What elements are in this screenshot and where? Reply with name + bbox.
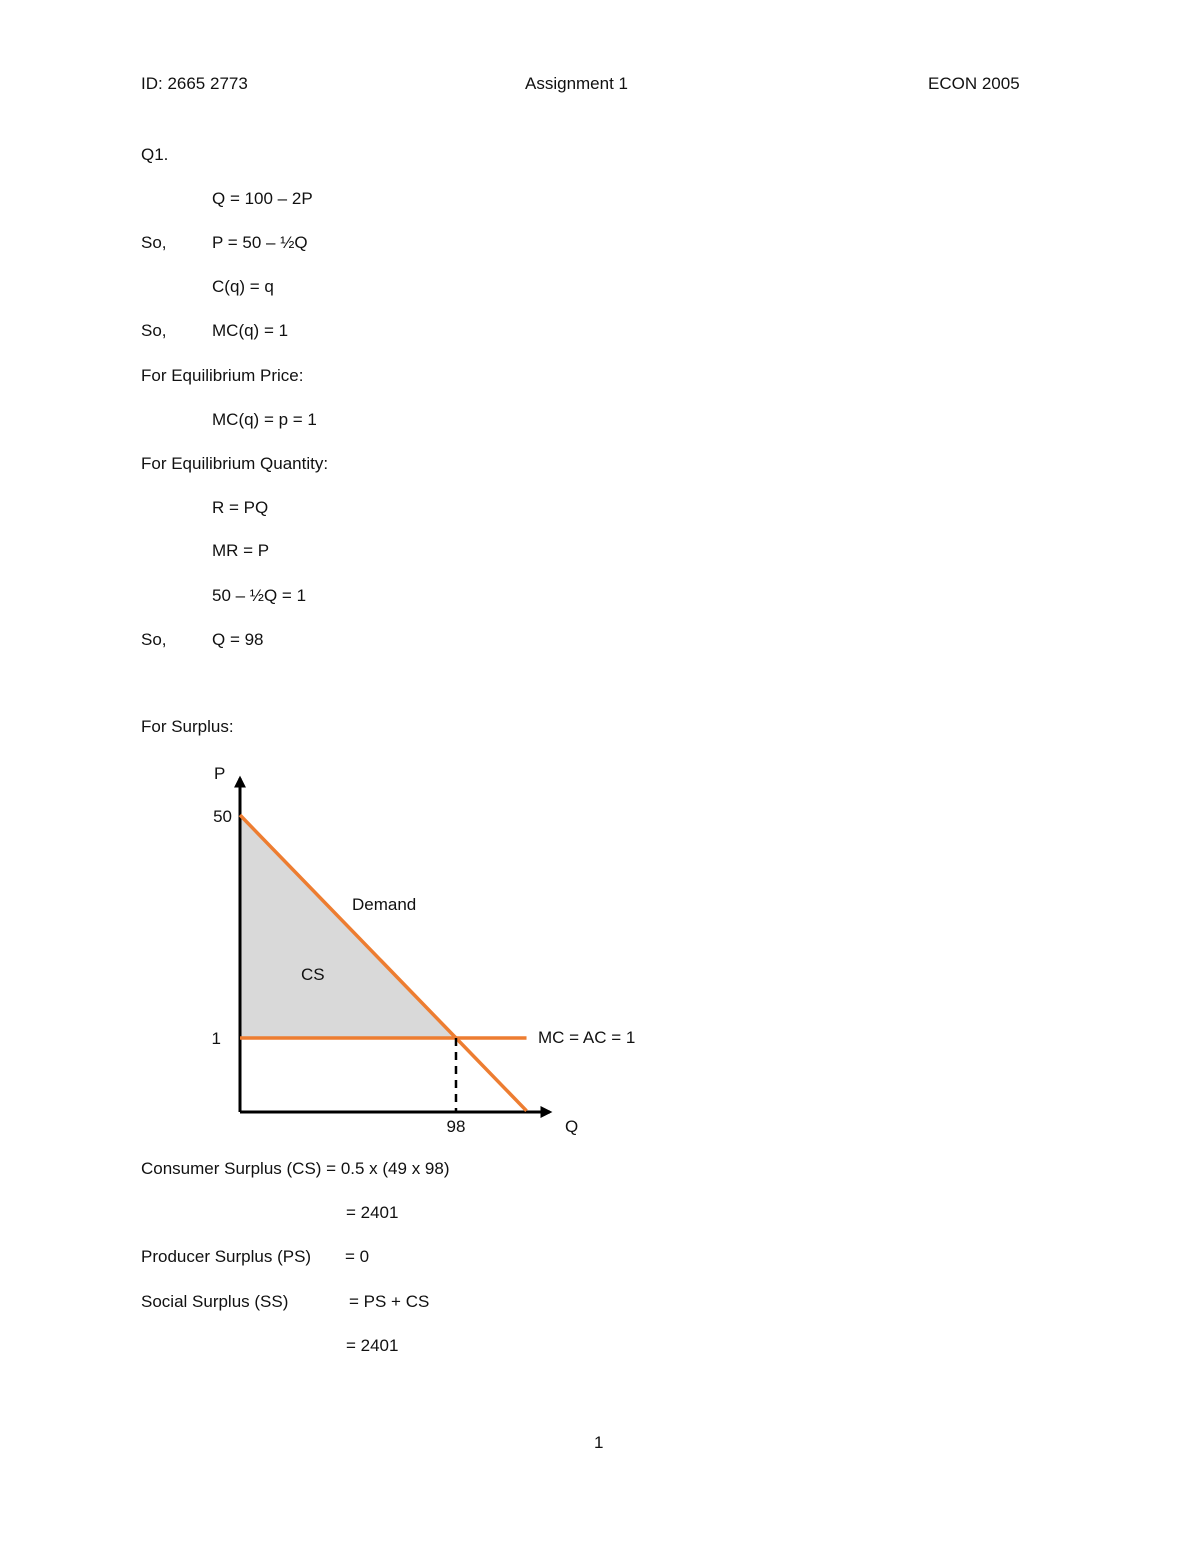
social-surplus-label: Social Surplus (SS) [141, 1292, 289, 1311]
y-tick-label: 50 [213, 807, 232, 826]
x-axis-label: Q [565, 1117, 579, 1136]
consumer-surplus-formula: Consumer Surplus (CS) = 0.5 x (49 x 98) [141, 1159, 450, 1178]
equation-quantity-result: Q = 98 [212, 630, 264, 649]
social-surplus-formula: = PS + CS [349, 1292, 430, 1311]
equation-marginal-cost: MC(q) = 1 [212, 321, 289, 340]
so-label: So, [141, 630, 167, 649]
page-number: 1 [594, 1433, 604, 1452]
equation-inverse-demand: P = 50 – ½Q [212, 233, 308, 252]
equation-revenue: R = PQ [212, 498, 269, 517]
heading-equilibrium-quantity: For Equilibrium Quantity: [141, 454, 329, 473]
header-course: ECON 2005 [928, 74, 1020, 93]
demand-label: Demand [352, 895, 417, 914]
cs-label: CS [301, 965, 325, 984]
equation-demand: Q = 100 – 2P [212, 189, 313, 208]
x-tick-label: 98 [446, 1117, 466, 1136]
so-label: So, [141, 321, 167, 340]
producer-surplus-value: = 0 [345, 1247, 370, 1266]
equation-cost: C(q) = q [212, 277, 274, 296]
y-tick-label: 1 [211, 1029, 221, 1048]
so-label: So, [141, 233, 167, 252]
equation-equilibrium: 50 – ½Q = 1 [212, 586, 307, 605]
header-assignment: Assignment 1 [525, 74, 628, 93]
social-surplus-value: = 2401 [346, 1336, 399, 1355]
header-id: ID: 2665 2773 [141, 74, 248, 93]
y-axis-label: P [214, 764, 226, 783]
producer-surplus-label: Producer Surplus (PS) [141, 1247, 312, 1266]
heading-surplus: For Surplus: [141, 717, 234, 736]
mc-ac-label: MC = AC = 1 [538, 1028, 636, 1047]
question-number: Q1. [141, 145, 169, 164]
heading-equilibrium-price: For Equilibrium Price: [141, 366, 304, 385]
consumer-surplus-value: = 2401 [346, 1203, 399, 1222]
equation-marginal-revenue: MR = P [212, 541, 270, 560]
equation-price: MC(q) = p = 1 [212, 410, 317, 429]
